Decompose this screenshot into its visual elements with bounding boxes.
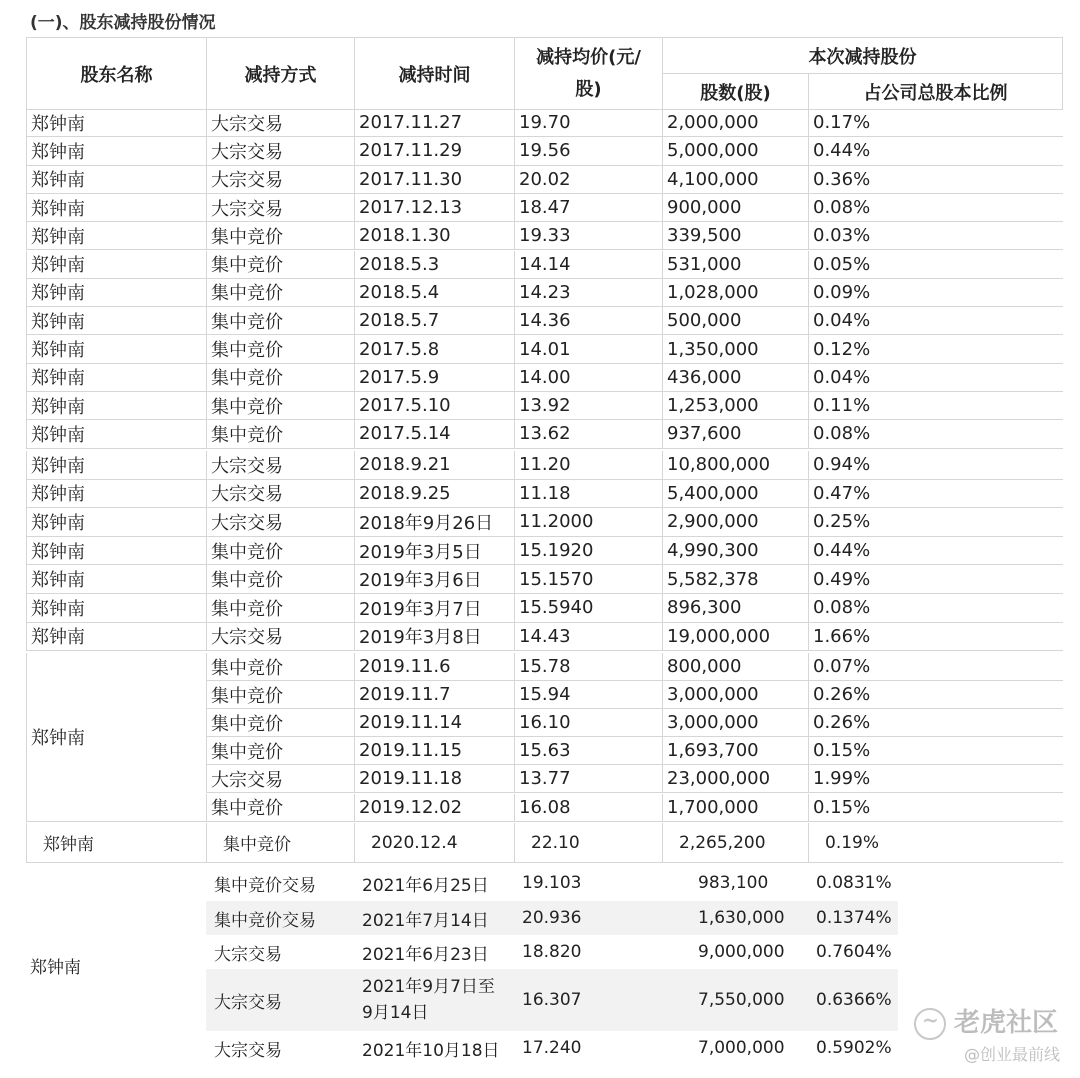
avg-price: 15.78 (514, 653, 662, 681)
share-count: 800,000 (662, 653, 808, 681)
reduction-time: 2018.5.4 (354, 279, 514, 307)
share-count: 5,582,378 (662, 565, 808, 594)
share-count: 1,630,000 (662, 901, 808, 935)
shareholder-name: 郑钟南 (26, 392, 206, 420)
avg-price: 15.1920 (514, 537, 662, 566)
reduction-time: 2017.5.9 (354, 364, 514, 392)
table-row (26, 222, 1063, 250)
reduction-time: 2017.5.10 (354, 392, 514, 420)
reduction-time: 2019.11.6 (354, 653, 514, 681)
table-row (26, 935, 1063, 969)
tiger-logo-icon (914, 1008, 946, 1040)
share-count: 2,265,200 (662, 823, 808, 863)
share-ratio: 0.44% (808, 137, 1063, 165)
header-method: 减持方式 (206, 38, 354, 110)
reduction-time: 2019年3月6日 (354, 565, 514, 594)
share-ratio: 0.11% (808, 392, 1063, 420)
share-ratio: 0.03% (808, 222, 1063, 250)
reduction-method: 集中竞价 (206, 251, 354, 279)
reduction-method: 大宗交易 (206, 480, 354, 509)
table-row (26, 307, 1063, 335)
share-count: 1,028,000 (662, 279, 808, 307)
share-ratio: 0.36% (808, 166, 1063, 194)
share-ratio: 0.19% (808, 823, 1063, 863)
reduction-method: 集中竞价 (206, 653, 354, 681)
reduction-time: 2018.1.30 (354, 222, 514, 250)
avg-price: 15.5940 (514, 594, 662, 623)
share-ratio: 0.94% (808, 451, 1063, 480)
share-count: 531,000 (662, 251, 808, 279)
table-row (206, 653, 1063, 681)
table-row (26, 420, 1063, 448)
share-count: 5,000,000 (662, 137, 808, 165)
share-ratio: 0.5902% (816, 1038, 892, 1058)
reduction-time: 2021年7月14日 (354, 901, 514, 935)
reduction-method: 大宗交易 (206, 508, 354, 537)
shareholder-name: 郑钟南 (26, 109, 206, 137)
avg-price: 13.92 (514, 392, 662, 420)
share-count: 339,500 (662, 222, 808, 250)
reduction-method: 集中竞价 (206, 279, 354, 307)
share-ratio: 0.49% (808, 565, 1063, 594)
reduction-method: 集中竞价 (206, 222, 354, 250)
shareholder-name: 郑钟南 (26, 251, 206, 279)
table-row (26, 364, 1063, 392)
table-row (26, 901, 1063, 935)
share-ratio: 0.09% (808, 279, 1063, 307)
avg-price: 14.43 (514, 623, 662, 652)
reduction-method: 集中竞价 (206, 594, 354, 623)
table-row (206, 709, 1063, 737)
reduction-method: 大宗交易 (214, 1040, 282, 1061)
share-ratio: 0.15% (808, 737, 1063, 765)
watermark-brand-text: 老虎社区 (953, 1008, 1058, 1038)
table-row (26, 1031, 1063, 1065)
table-row (206, 737, 1063, 765)
avg-price: 11.2000 (514, 508, 662, 537)
share-ratio: 1.66% (808, 623, 1063, 652)
reduction-method: 大宗交易 (206, 137, 354, 165)
reduction-method: 集中竞价 (206, 565, 354, 594)
table-row (26, 508, 1063, 537)
avg-price: 20.936 (514, 901, 662, 935)
avg-price: 15.63 (514, 737, 662, 765)
share-count: 983,100 (698, 873, 769, 893)
table-row (26, 137, 1063, 165)
share-ratio: 0.47% (808, 480, 1063, 509)
shareholder-name: 郑钟南 (26, 480, 206, 509)
reduction-time: 2019年3月5日 (354, 537, 514, 566)
share-count: 19,000,000 (662, 623, 808, 652)
shareholder-name: 郑钟南 (26, 307, 206, 335)
share-ratio: 0.04% (808, 364, 1063, 392)
avg-price: 16.307 (514, 969, 662, 1031)
share-count: 2,900,000 (662, 508, 808, 537)
reduction-method: 集中竞价交易 (206, 901, 354, 935)
shareholder-name: 郑钟南 (26, 335, 206, 363)
share-ratio: 0.04% (808, 307, 1063, 335)
share-ratio: 1.99% (808, 765, 1063, 793)
reduction-time: 2018年9月26日 (354, 508, 514, 537)
share-ratio: 0.08% (808, 420, 1063, 448)
share-count: 3,000,000 (662, 709, 808, 737)
share-ratio: 0.07% (808, 653, 1063, 681)
share-ratio: 0.7604% (816, 942, 892, 962)
share-count: 500,000 (662, 307, 808, 335)
share-count: 900,000 (662, 194, 808, 222)
reduction-time: 2018.9.25 (354, 480, 514, 509)
shareholder-name: 郑钟南 (26, 166, 206, 194)
reduction-method: 集中竞价 (206, 794, 354, 822)
shareholder-name: 郑钟南 (26, 623, 206, 652)
reduction-method: 集中竞价 (206, 307, 354, 335)
reduction-method: 集中竞价 (206, 823, 354, 863)
share-count: 5,400,000 (662, 480, 808, 509)
reduction-method: 集中竞价 (206, 709, 354, 737)
header-time: 减持时间 (354, 38, 514, 110)
section-title: (一)、股东减持股份情况 (30, 13, 216, 33)
table-row (206, 794, 1063, 822)
share-count: 2,000,000 (662, 109, 808, 137)
share-ratio: 0.08% (808, 194, 1063, 222)
avg-price: 17.240 (522, 1038, 582, 1058)
reduction-method: 大宗交易 (206, 623, 354, 652)
share-count: 1,350,000 (662, 335, 808, 363)
avg-price: 18.47 (514, 194, 662, 222)
shareholder-name: 郑钟南 (26, 364, 206, 392)
reduction-time: 2018.5.7 (354, 307, 514, 335)
table-row (26, 969, 1063, 1031)
header-name: 股东名称 (26, 38, 206, 110)
avg-price: 15.1570 (514, 565, 662, 594)
reduction-time: 2021年6月23日 (362, 944, 489, 965)
share-count: 23,000,000 (662, 765, 808, 793)
reduction-method: 大宗交易 (206, 166, 354, 194)
avg-price: 16.10 (514, 709, 662, 737)
reduction-time: 2017.11.27 (354, 109, 514, 137)
reduction-method: 集中竞价 (206, 737, 354, 765)
reduction-time: 2017.5.8 (354, 335, 514, 363)
share-ratio: 0.05% (808, 251, 1063, 279)
share-ratio: 0.44% (808, 537, 1063, 566)
share-ratio: 0.6366% (808, 969, 898, 1031)
table-row (26, 451, 1063, 480)
header-price-line1: 减持均价(元/ (536, 46, 641, 68)
share-count: 4,100,000 (662, 166, 808, 194)
avg-price: 16.08 (514, 794, 662, 822)
avg-price: 18.820 (522, 942, 582, 962)
shareholder-name: 郑钟南 (26, 508, 206, 537)
table-row (26, 537, 1063, 566)
avg-price: 14.36 (514, 307, 662, 335)
table-row (26, 823, 1063, 863)
share-count: 3,000,000 (662, 681, 808, 709)
reduction-time: 2019.11.14 (354, 709, 514, 737)
share-ratio: 0.1374% (808, 901, 898, 935)
table-row (26, 392, 1063, 420)
table-row (26, 480, 1063, 509)
reduction-time: 2017.11.30 (354, 166, 514, 194)
shareholder-name: 郑钟南 (30, 958, 81, 978)
table-row (26, 594, 1063, 623)
reduction-time: 2018.9.21 (354, 451, 514, 480)
shareholder-name: 郑钟南 (26, 222, 206, 250)
shareholder-name: 郑钟南 (26, 594, 206, 623)
reduction-method: 大宗交易 (206, 451, 354, 480)
shareholder-name: 郑钟南 (26, 451, 206, 480)
table-row (206, 765, 1063, 793)
share-ratio: 0.26% (808, 681, 1063, 709)
avg-price: 13.62 (514, 420, 662, 448)
reduction-time: 2019年3月7日 (354, 594, 514, 623)
reduction-time: 2019.12.02 (354, 794, 514, 822)
share-ratio: 0.25% (808, 508, 1063, 537)
reduction-time: 2019年3月8日 (354, 623, 514, 652)
avg-price: 19.70 (514, 109, 662, 137)
share-count: 1,253,000 (662, 392, 808, 420)
table-row (206, 681, 1063, 709)
reduction-time: 2019.11.18 (354, 765, 514, 793)
table-row (26, 279, 1063, 307)
header-shares: 股数(股) (662, 74, 808, 110)
time-line2: 9月14日 (362, 1003, 429, 1023)
share-ratio: 0.17% (808, 109, 1063, 137)
avg-price: 13.77 (514, 765, 662, 793)
shareholder-name: 郑钟南 (26, 653, 206, 822)
shareholder-name: 郑钟南 (26, 194, 206, 222)
share-count: 937,600 (662, 420, 808, 448)
share-count: 7,550,000 (662, 969, 808, 1031)
avg-price: 19.33 (514, 222, 662, 250)
shareholder-name: 郑钟南 (26, 565, 206, 594)
table-row (26, 251, 1063, 279)
avg-price: 14.23 (514, 279, 662, 307)
table-row (26, 166, 1063, 194)
reduction-time: 2021年10月18日 (362, 1040, 500, 1061)
watermark-sub: @创业最前线 (963, 1045, 1060, 1064)
shareholder-name: 郑钟南 (26, 537, 206, 566)
shareholder-name: 郑钟南 (26, 279, 206, 307)
table-row (26, 866, 1063, 900)
watermark-brand (914, 1002, 1058, 1040)
share-ratio: 0.26% (808, 709, 1063, 737)
reduction-method: 大宗交易 (206, 109, 354, 137)
reduction-table (26, 37, 1063, 1067)
reduction-method: 大宗交易 (206, 194, 354, 222)
reduction-method: 集中竞价 (206, 420, 354, 448)
table-row (26, 565, 1063, 594)
share-count: 1,693,700 (662, 737, 808, 765)
time-line1: 2021年9月7日至 (362, 977, 495, 997)
avg-price: 14.14 (514, 251, 662, 279)
reduction-method: 集中竞价交易 (214, 875, 316, 896)
reduction-method: 集中竞价 (206, 681, 354, 709)
reduction-method: 集中竞价 (206, 364, 354, 392)
avg-price: 19.103 (522, 873, 582, 893)
reduction-method: 集中竞价 (206, 392, 354, 420)
shareholder-name: 郑钟南 (26, 420, 206, 448)
table-row (26, 623, 1063, 652)
reduction-time: 2021年6月25日 (362, 875, 489, 896)
table-header (26, 37, 1063, 110)
shareholder-name: 郑钟南 (26, 137, 206, 165)
reduction-method: 集中竞价 (206, 335, 354, 363)
share-count: 436,000 (662, 364, 808, 392)
share-count: 4,990,300 (662, 537, 808, 566)
avg-price: 14.00 (514, 364, 662, 392)
header-price (514, 38, 662, 110)
share-count: 9,000,000 (698, 942, 785, 962)
reduction-time: 2017.5.14 (354, 420, 514, 448)
reduction-method: 集中竞价 (206, 537, 354, 566)
reduction-method: 大宗交易 (214, 944, 282, 965)
reduction-time: 2019.11.15 (354, 737, 514, 765)
reduction-time (354, 969, 514, 1031)
share-ratio: 0.0831% (816, 873, 892, 893)
reduction-time: 2018.5.3 (354, 251, 514, 279)
header-price-line2: 股) (575, 78, 602, 100)
reduction-method: 大宗交易 (206, 765, 354, 793)
share-ratio: 0.15% (808, 794, 1063, 822)
share-ratio: 0.12% (808, 335, 1063, 363)
avg-price: 22.10 (514, 823, 662, 863)
table-row (26, 109, 1063, 137)
avg-price: 19.56 (514, 137, 662, 165)
avg-price: 11.20 (514, 451, 662, 480)
avg-price: 15.94 (514, 681, 662, 709)
share-ratio: 0.08% (808, 594, 1063, 623)
reduction-time: 2019.11.7 (354, 681, 514, 709)
share-count: 10,800,000 (662, 451, 808, 480)
share-count: 1,700,000 (662, 794, 808, 822)
avg-price: 20.02 (514, 166, 662, 194)
reduction-time: 2020.12.4 (354, 823, 514, 863)
reduction-time: 2017.11.29 (354, 137, 514, 165)
header-ratio: 占公司总股本比例 (808, 74, 1063, 110)
reduction-time: 2017.12.13 (354, 194, 514, 222)
share-count: 7,000,000 (698, 1038, 785, 1058)
table-row (26, 335, 1063, 363)
avg-price: 11.18 (514, 480, 662, 509)
shareholder-name: 郑钟南 (26, 823, 206, 863)
reduction-method: 大宗交易 (206, 969, 354, 1031)
share-count: 896,300 (662, 594, 808, 623)
avg-price: 14.01 (514, 335, 662, 363)
table-row (26, 194, 1063, 222)
header-group: 本次减持股份 (662, 38, 1063, 74)
